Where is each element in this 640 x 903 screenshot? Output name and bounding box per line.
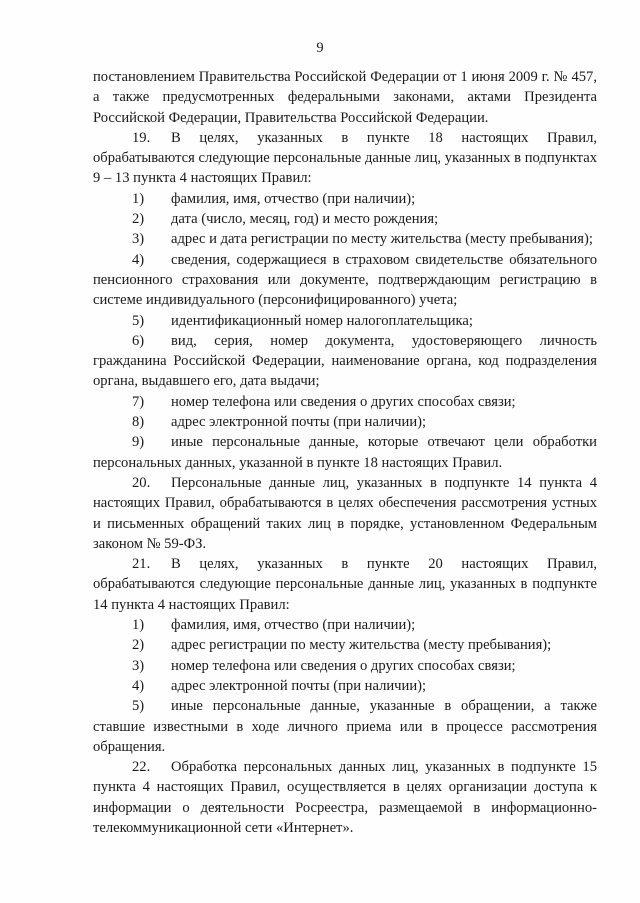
- list-item: [93, 331, 597, 392]
- list-item-number: 5): [132, 698, 145, 715]
- list-item-number: 8): [132, 414, 145, 431]
- paragraph-number: 22.: [132, 759, 151, 776]
- list-item-text: фамилия, имя, отчество (при наличии);: [171, 617, 416, 634]
- list-item-text: дата (число, месяц, год) и место рождения;: [171, 211, 439, 228]
- list-item-text: иные персональные данные, указанные в обращении, а также ставшие известными в ходе личного приема или в процессе рассмотрения обращения.: [93, 698, 597, 755]
- list-item-text: адрес электронной почты (при наличии);: [171, 677, 427, 694]
- list-item: [93, 615, 597, 635]
- list-item-text: номер телефона или сведения о других способах связи;: [171, 393, 516, 410]
- list-item: [93, 696, 597, 757]
- list-item-text: адрес регистрации по месту жительства (месту пребывания);: [171, 637, 552, 654]
- list-item-text: вид, серия, номер документа, удостоверяющего личность гражданина Российской Федерации, наименование органа, код подразделения органа, выдавшего его, дата выдачи;: [93, 332, 597, 390]
- paragraph-text: Обработка персональных данных лиц, указанных в подпункте 15 пункта 4 настоящих Правил, осуществляется в целях организации доступа к информации о деятельности Росреестра, размещаемой в информационно-телекоммуникационной сети «Интернет».: [93, 759, 597, 836]
- numbered-paragraph: [93, 554, 597, 615]
- list-item-number: 5): [132, 312, 145, 329]
- list-item-text: адрес электронной почты (при наличии);: [171, 414, 427, 431]
- list-item: [93, 311, 597, 331]
- paragraph-text: Персональные данные лиц, указанных в подпункте 14 пункта 4 настоящих Правил, обрабатываются в целях обеспечения рассмотрения устных и письменных обращений таких лиц в порядке, установленном Федеральным законом № 59-ФЗ.: [93, 474, 597, 552]
- list-item: [93, 189, 597, 209]
- list-item: [93, 676, 597, 696]
- paragraph-number: 20.: [132, 474, 151, 491]
- list-item-text: адрес и дата регистрации по месту жительства (месту пребывания);: [171, 231, 593, 248]
- paragraph-text: постановлением Правительства Российской Федерации от 1 июня 2009 г. № 457, а также предусмотренных федеральными законами, актами Президента Российской Федерации, Правительства Российской Федерации.: [93, 69, 597, 126]
- list-item-number: 6): [132, 332, 145, 349]
- list-item-number: 1): [132, 617, 145, 634]
- list-item-text: фамилия, имя, отчество (при наличии);: [171, 190, 416, 207]
- list-item: [93, 635, 597, 655]
- numbered-paragraph: [93, 757, 597, 838]
- list-item-number: 7): [132, 393, 145, 410]
- page-number: 9: [316, 40, 324, 56]
- list-item-number: 9): [132, 434, 145, 451]
- numbered-paragraph: [93, 128, 597, 189]
- list-item-number: 2): [132, 637, 145, 654]
- list-item-text: номер телефона или сведения о других способах связи;: [171, 657, 516, 674]
- paragraph-text: В целях, указанных в пункте 20 настоящих Правил, обрабатываются следующие персональные данные лиц, указанных в подпункте 14 пункта 4 настоящих Правил:: [93, 556, 597, 613]
- list-item-number: 4): [132, 251, 145, 268]
- paragraph-number: 21.: [132, 556, 151, 573]
- list-item: [93, 392, 597, 412]
- list-item-number: 1): [132, 190, 145, 207]
- list-item-text: сведения, содержащиеся в страховом свидетельстве обязательного пенсионного страхования или документе, подтверждающим регистрацию в системе индивидуального (персонифицированного) учета;: [93, 251, 597, 309]
- list-item-number: 3): [132, 231, 145, 248]
- list-item-text: идентификационный номер налогоплательщика;: [171, 312, 473, 329]
- list-item: [93, 432, 597, 473]
- numbered-paragraph: [93, 473, 597, 554]
- paragraph-text: В целях, указанных в пункте 18 настоящих Правил, обрабатываются следующие персональные данные лиц, указанных в подпунктах 9 – 13 пункта 4 настоящих Правил:: [93, 129, 597, 187]
- list-item-text: иные персональные данные, которые отвечают цели обработки персональных данных, указанной в пункте 18 настоящих Правил.: [93, 434, 597, 471]
- list-item: [93, 656, 597, 676]
- list-item: [93, 250, 597, 311]
- list-item: [93, 412, 597, 432]
- list-item: [93, 229, 597, 249]
- list-item-number: 3): [132, 657, 145, 674]
- document-body: [93, 67, 597, 838]
- paragraph-number: 19.: [132, 129, 151, 146]
- paragraph-continuation: [93, 67, 597, 128]
- list-item-number: 4): [132, 677, 145, 694]
- list-item-number: 2): [132, 211, 145, 228]
- list-item: [93, 209, 597, 229]
